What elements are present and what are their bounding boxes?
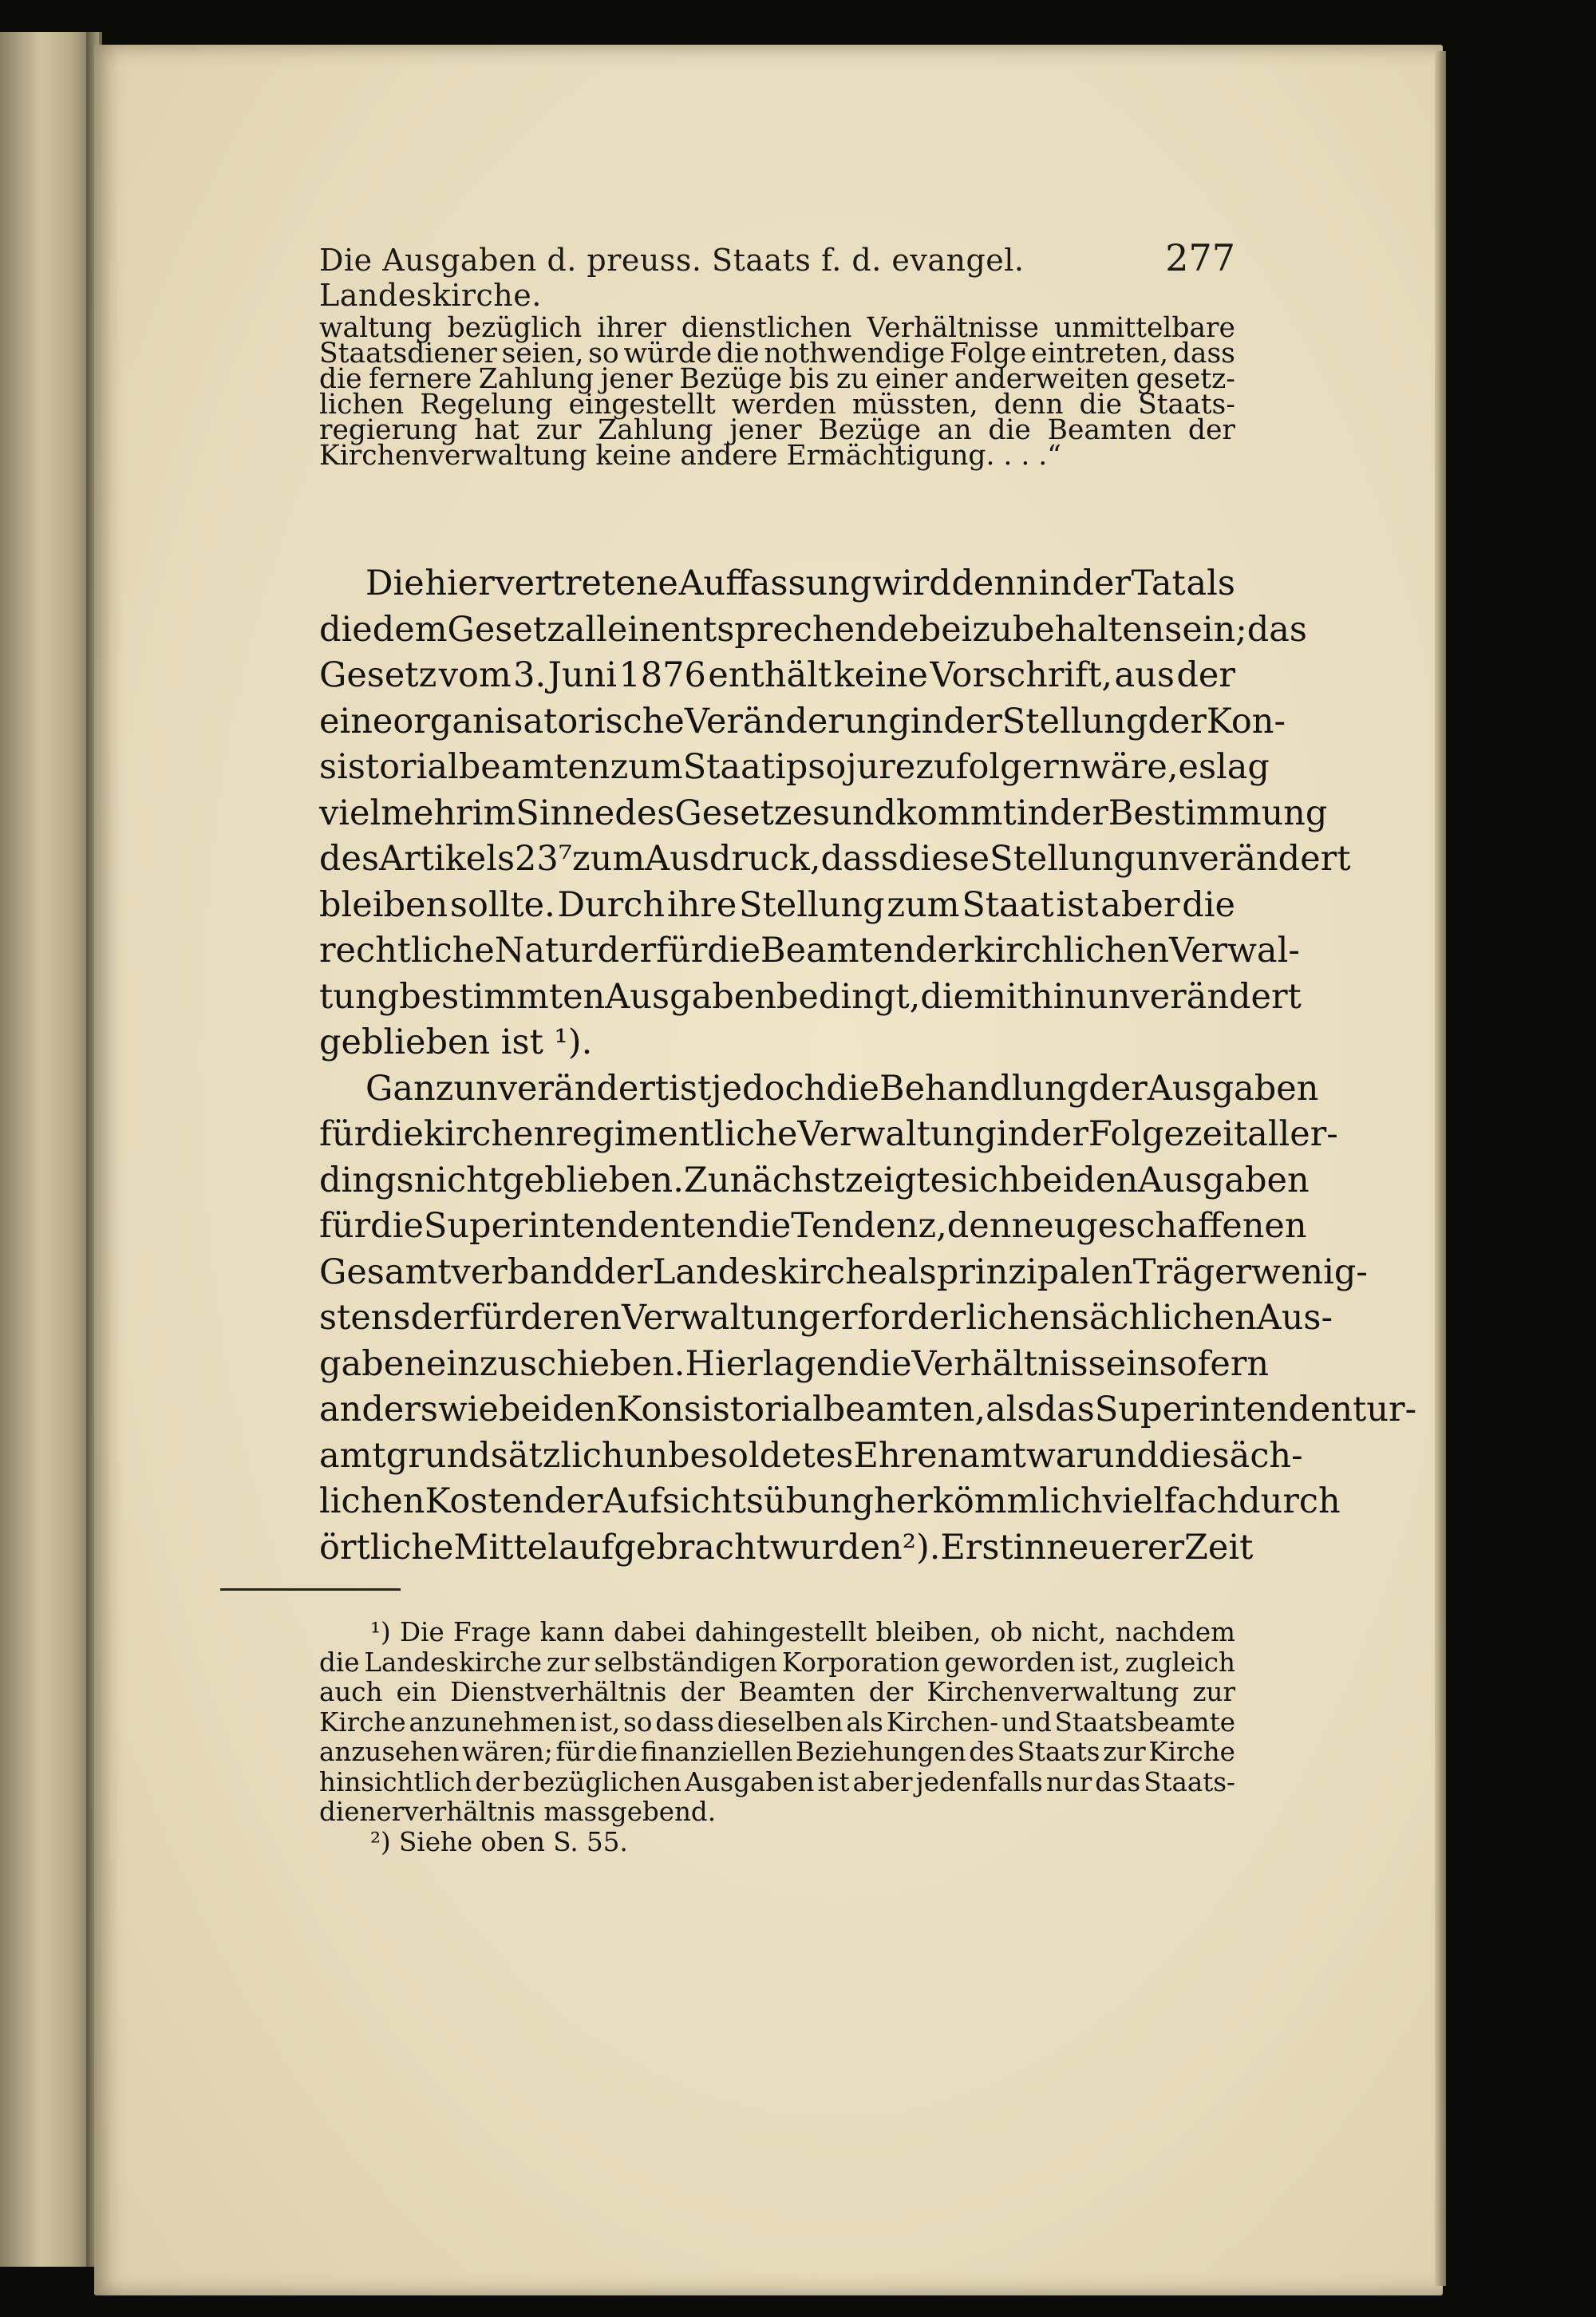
footnote-2-line: ²) Siehe oben S. 55. <box>370 1826 628 1857</box>
page-right-edge <box>1435 51 1446 2286</box>
paragraph-1-line: Gesetz vom 3. Juni 1876 enthält keine Vorschrift, aus der <box>319 655 1235 695</box>
footnotes <box>319 1618 1235 1857</box>
running-header <box>319 236 1235 313</box>
running-header-title: Die Ausgaben d. preuss. Staats f. d. evangel. Landeskirche. <box>319 243 1025 313</box>
paragraph-1-line: des Artikels 23⁷ zum Ausdruck, dass diese Stellung unverändert <box>319 839 1351 879</box>
paragraph-1-line: eine organisatorische Veränderung in der Stellung der Kon- <box>319 701 1286 741</box>
paragraph-1-line: Die hier vertretene Auffassung wird denn in der Tat als <box>365 563 1235 603</box>
paragraph-1-line: sistorialbeamten zum Staat ipso jure zu folgern wäre, es lag <box>319 747 1270 787</box>
paragraph-1-line: rechtliche Natur der für die Beamten der kirchlichen Verwal- <box>319 931 1300 971</box>
paragraph-2-line: örtliche Mittel aufgebracht wurden ²). Erst in neuerer Zeit <box>319 1527 1254 1568</box>
paragraph-1-line: tung bestimmten Ausgaben bedingt, die mithin unverändert <box>319 976 1302 1017</box>
footnote-1-line: auch ein Dienstverhältnis der Beamten der Kirchenverwaltung zur <box>319 1677 1235 1707</box>
footnote-1-line: anzusehen wären; für die finanziellen Beziehungen des Staats zur Kirche <box>319 1737 1235 1767</box>
paragraph-2-line: Ganz unverändert ist jedoch die Behandlung der Ausgaben <box>365 1068 1319 1109</box>
paragraph-2-line: anders wie bei den Konsistorialbeamten, als das Superintendentur- <box>319 1390 1417 1429</box>
quote-line: Kirchenverwaltung keine andere Ermächtigung. . . .“ <box>319 440 1061 472</box>
quote-line: waltung bezüglich ihrer dienstlichen Verhältnisse unmittelbare <box>319 312 1235 344</box>
quoted-passage <box>319 312 1235 472</box>
paragraph-1-line: geblieben ist ¹). <box>319 1022 593 1062</box>
paragraph-1-line: vielmehr im Sinne des Gesetzes und kommt in der Bestimmung <box>319 793 1328 833</box>
paragraph-2-line: Gesamtverband der Landeskirche als prinzipalen Träger wenig- <box>319 1251 1368 1292</box>
paragraph-1-line: die dem Gesetz allein entsprechende beizubehalten sein; das <box>319 609 1307 650</box>
footnote-1-line: hinsichtlich der bezüglichen Ausgaben ist aber jedenfalls nur das Staats- <box>319 1766 1235 1797</box>
quote-line: regierung hat zur Zahlung jener Bezüge an die Beamten der <box>319 414 1235 446</box>
footnote-1-line: Kirche anzunehmen ist, so dass dieselben als Kirchen- und Staatsbeamte <box>319 1706 1235 1738</box>
paragraph-2-line: stens der für deren Verwaltung erforderlichen sächlichen Aus- <box>319 1298 1333 1338</box>
footnote-1-line: die Landeskirche zur selbständigen Korporation geworden ist, zugleich <box>319 1647 1235 1678</box>
paragraph-2-line: für die Superintendenten die Tendenz, den neugeschaffenen <box>319 1206 1307 1246</box>
quote-line: Staatsdiener seien, so würde die nothwendige Folge eintreten, dass <box>319 338 1235 370</box>
quote-line: die fernere Zahlung jener Bezüge bis zu einer anderweiten gesetz- <box>319 363 1235 395</box>
quote-line: lichen Regelung eingestellt werden müssten, denn die Staats- <box>319 389 1235 421</box>
page-number: 277 <box>1165 236 1235 279</box>
paragraph-2-line: gaben einzuschieben. Hier lagen die Verhältnisse in so fern <box>319 1343 1270 1384</box>
paragraph-2-line: für die kirchenregimentliche Verwaltung in der Folgezeit aller- <box>319 1114 1338 1154</box>
paragraph-1-line: bleiben sollte. Durch ihre Stellung zum Staat ist aber die <box>319 884 1235 925</box>
footnote-1-line: ¹) Die Frage kann dabei dahingestellt bleiben, ob nicht, nachdem <box>370 1617 1235 1647</box>
body-text <box>319 561 1417 1571</box>
footnote-1-line: dienerverhältnis massgebend. <box>319 1797 717 1827</box>
paragraph-2-line: dings nicht geblieben. Zunächst zeigte sich bei den Ausgaben <box>319 1160 1310 1200</box>
paragraph-2-line: lichen Kosten der Aufsichtsübung herkömmlich vielfach durch <box>319 1481 1341 1521</box>
paragraph-2-line: amt grundsätzlich unbesoldetes Ehrenamt war und die säch- <box>319 1435 1303 1476</box>
footnote-divider <box>220 1588 401 1591</box>
